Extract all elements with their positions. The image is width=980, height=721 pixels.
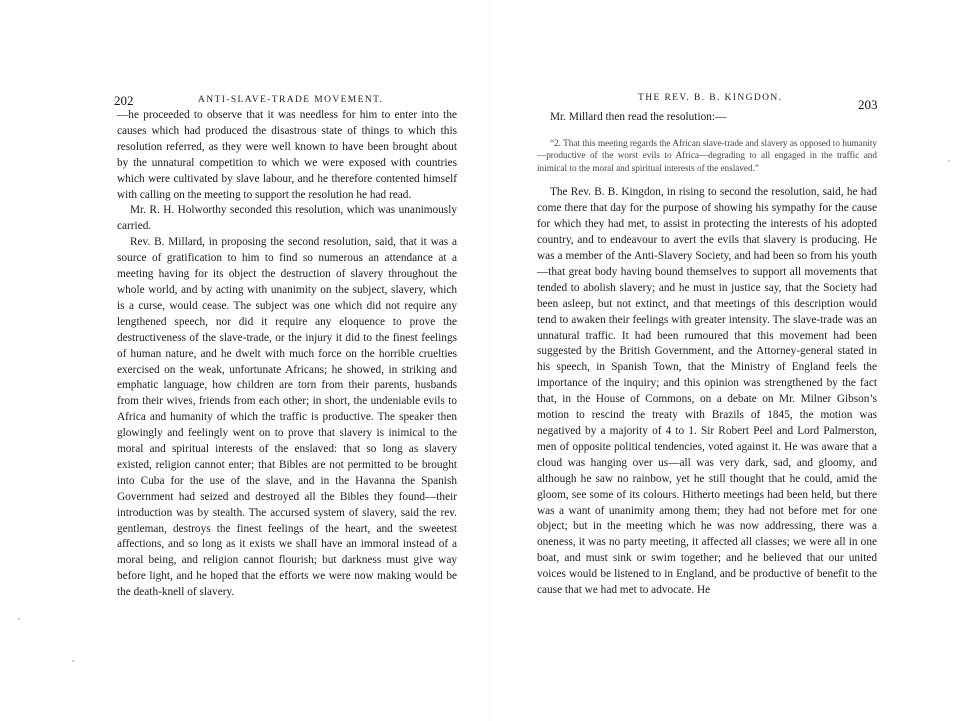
right-running-header: THE REV. B. B. KINGDON. — [638, 93, 783, 103]
left-running-header: ANTI-SLAVE-TRADE MOVEMENT. — [198, 95, 384, 105]
right-page — [490, 0, 980, 721]
right-page-number: 203 — [858, 97, 878, 112]
scan-speck — [72, 660, 74, 662]
left-paragraph-2: Mr. R. H. Holworthy seconded this resolution, which was unanimously carried. — [117, 204, 457, 233]
left-page-number: 202 — [114, 93, 134, 108]
resolution-quote: “2. That this meeting regards the African slave-trade and slavery as opposed to humanity—productive of the worst evils to Africa—degrading to all engaged in the traffic and inimical to the moral and spiritual interests of the enslaved.” — [537, 137, 877, 173]
right-intro-line: Mr. Millard then read the resolution:— — [550, 111, 727, 123]
scan-speck — [948, 160, 950, 162]
left-paragraph-1: —he proceeded to observe that it was needless for him to enter into the causes which had produced the disastrous state of things to which this resolution referred, as they were well known to have been brought about by the unnatural competition to which we were exposed with countries which were cultivated by slave labour, and he therefore contented himself with calling on the meeting to support the resolution he had read. — [117, 109, 457, 201]
right-page-body — [537, 110, 877, 599]
right-paragraph-1: The Rev. B. B. Kingdon, in rising to second the resolution, said, he had come there that day for the purpose of showing his sympathy for the cause for which they had met, to assist in protecting the interests of his adopted country, and to endeavour to avert the evils that slavery is producing. He was a member of the Anti-Slavery Society, and had been so from his youth—that great body having bound themselves to support all movements that tended to abolish slavery; and he must in justice say, that the Society had been asleep, but not extinct, and that meetings of this description would tend to awaken their feelings with greater intensity. The slave-trade was an unnatural traffic. It had been rumoured that this movement had been suggested by the British Government, and the Attorney-general stated in his speech, in Spanish Town, that the Ministry of England feels the importance of the inquiry; and this opinion was strengthened by the fact that, in the House of Commons, on a debate on Mr. Milner Gibson’s motion to rescind the treaty with Brazils of 1845, the motion was negatived by a majority of 4 to 1. Sir Robert Peel and Lord Palmerston, men of opposite political tendencies, voted against it. He was aware that a cloud was hanging over us—all was very dark, sad, and gloomy, and although he saw no rainbow, yet he still thought that he could, amid the gloom, see some of its colours. Hitherto meetings had been held, but there was a want of unanimity among them; they had not before met for one object; but in the meeting which he was now addressing, there was a oneness, it was no party meeting, it affected all classes; we were all in one boat, and must sink or swim together; and he believed that our united voices would be listened to in England, and be productive of benefit to the cause that we had met to advocate. He — [537, 186, 877, 597]
left-paragraph-3: Rev. B. Millard, in proposing the second resolution, said, that it was a source of gratification to him to find so numerous an attendance at a meeting having for its object the destruction of slavery throughout the whole world, and by acting with unanimity on the subject, slavery, which is a curse, would cease. The subject was one which did not require any lengthened speech, nor did it require any eloquence to prove the destructiveness of the slave-trade, or the injury it did to the finest feelings of human nature, and he dwelt with much force on the horrible cruelties exercised on the weak, unfortunate Africans; he showed, in striking and emphatic language, how children are torn from their parents, husbands from their wives, friends from each other; in short, the undeniable evils to Africa and humanity of which the traffic is productive. The speaker then glowingly and feelingly went on to prove that slavery is inimical to the moral and spiritual interests of the enslaved: that so long as slavery existed, religion cannot enter; that Bibles are not permitted to be brought into Cuba for the use of the slave, and in the Havanna the Spanish Government had seized and destroyed all the Bibles they found—their introduction was by stealth. The accursed system of slavery, said the rev. gentleman, destroys the finest feelings of the heart, and the sweetest affections, and so long as it exists we shall have an immoral instead of a moral being, and religion cannot flourish; but darkness must give way before light, and he hoped that the efforts we were now making would be the death-knell of slavery. — [117, 236, 457, 599]
scan-speck — [18, 618, 20, 620]
left-page-body — [117, 108, 457, 601]
